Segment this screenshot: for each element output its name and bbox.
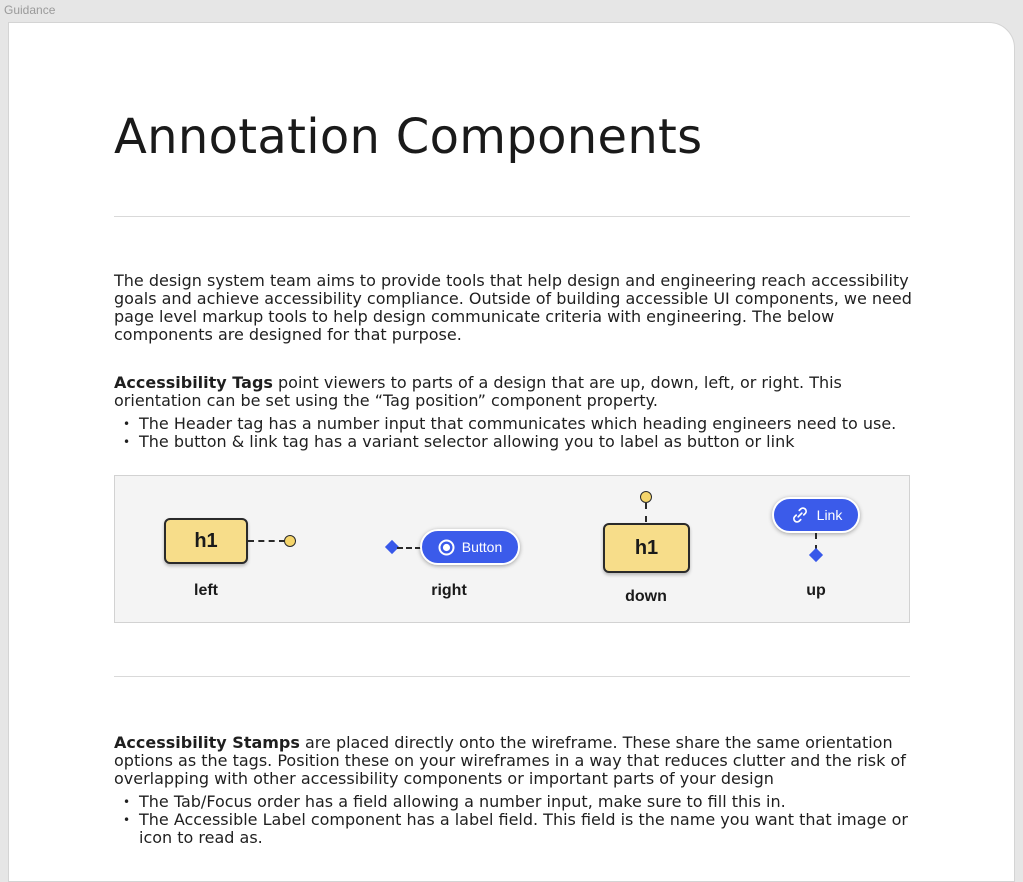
tag-connector-left bbox=[248, 540, 285, 542]
stamps-bullet-2: • The Accessible Label component has a label field. This field is the name you want that image or icon to read as. bbox=[114, 811, 914, 847]
anchor-diamond-up bbox=[809, 548, 823, 562]
caption-up: up bbox=[806, 582, 826, 599]
tags-text: point viewers to parts of a design that are up, down, left, or right. This orientation can be set using the “Tag position” component property. bbox=[114, 373, 842, 410]
button-tag bbox=[420, 529, 520, 565]
frame-label: Guidance bbox=[4, 3, 56, 17]
tags-description bbox=[114, 374, 914, 410]
stamps-bullet-1: • The Tab/Focus order has a field allowing a number input, make sure to fill this in. bbox=[114, 793, 914, 811]
h1-tag-left: h1 bbox=[164, 518, 248, 564]
tag-connector-down bbox=[645, 503, 647, 522]
tags-bullet-2: • The button & link tag has a variant selector allowing you to label as button or link bbox=[114, 433, 914, 451]
radio-target-icon bbox=[438, 539, 455, 556]
anchor-dot-left bbox=[284, 535, 296, 547]
tags-bullet-1: • The Header tag has a number input that communicates which heading engineers need to use. bbox=[114, 415, 914, 433]
h1-tag-down: h1 bbox=[603, 523, 690, 573]
button-tag-label: Button bbox=[461, 539, 503, 555]
link-tag bbox=[772, 497, 860, 533]
middle-divider bbox=[114, 676, 910, 677]
link-tag-label: Link bbox=[816, 507, 843, 523]
tags-demo-panel bbox=[114, 475, 910, 623]
anchor-dot-down bbox=[640, 491, 652, 503]
stamps-description bbox=[114, 734, 914, 788]
tags-bullets bbox=[114, 415, 914, 451]
stamps-text: are placed directly onto the wireframe. These share the same orientation options as the tags. Position these on your wireframes in a way that reduces clutter and the risk of overlapping with other accessibility components or important parts of your design bbox=[114, 733, 906, 788]
caption-right: right bbox=[431, 582, 467, 599]
stamps-bullets bbox=[114, 793, 914, 847]
caption-down: down bbox=[625, 588, 667, 605]
stamps-heading: Accessibility Stamps bbox=[114, 733, 300, 752]
page-title: Annotation Components bbox=[114, 109, 703, 165]
intro-paragraph: The design system team aims to provide tools that help design and engineering reach accessibility goals and achieve accessibility compliance. Outside of building accessible UI components, we need page level markup tools to help design communicate criteria with engineering. The below components are designed for that purpose. bbox=[114, 271, 912, 344]
tag-connector-right bbox=[397, 547, 421, 549]
top-divider bbox=[114, 216, 910, 217]
caption-left: left bbox=[194, 582, 218, 599]
guidance-card bbox=[8, 22, 1015, 882]
tags-heading: Accessibility Tags bbox=[114, 373, 273, 392]
link-icon bbox=[790, 505, 810, 525]
